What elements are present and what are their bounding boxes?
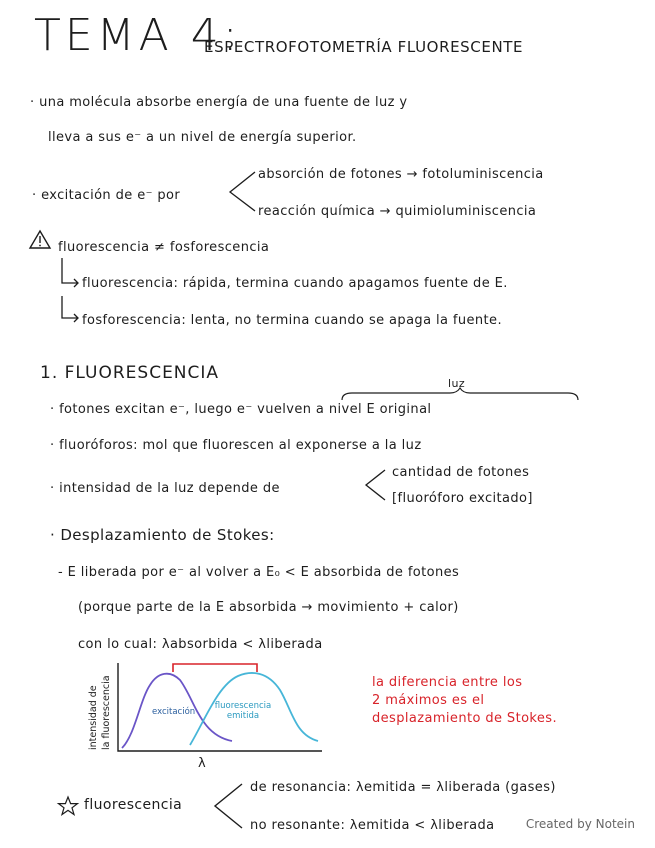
emission-curve-label-1: fluorescencia (214, 701, 272, 711)
excitation-curve-label: excitación (152, 707, 196, 717)
stokes-line-1: - E liberada por e⁻ al volver a E₀ < E absorbida de fotones (58, 565, 460, 580)
fluorescence-definition: fluorescencia: rápida, termina cuando apagamos fuente de E. (82, 276, 508, 291)
footer-branch-2: no resonante: λemitida < λliberada (250, 818, 495, 833)
intensity-branch-1: cantidad de fotones (392, 465, 530, 480)
graph-xlabel: λ (198, 756, 207, 771)
emission-curve (190, 673, 318, 745)
stokes-note-line-1: la diferencia entre los (372, 675, 523, 690)
graph-ylabel-1: intensidad de (88, 685, 99, 750)
stokes-line-2: (porque parte de la E absorbida → movimiento + calor) (78, 600, 459, 615)
excitation-branch-2: reacción química → quimioluminiscencia (258, 204, 537, 219)
section-1-heading: 1. FLUORESCENCIA (40, 363, 220, 383)
footer-brace (215, 784, 242, 828)
luz-annotation: luz (448, 377, 466, 390)
fluorophores-line: · fluoróforos: mol que fluorescen al exponerse a la luz (50, 438, 422, 453)
stokes-line-3: con lo cual: λabsorbida < λliberada (78, 637, 323, 652)
stokes-heading: · Desplazamiento de Stokes: (50, 526, 275, 544)
intensity-brace (366, 470, 385, 500)
photons-line: · fotones excitan e⁻, luego e⁻ vuelven a nivel E original (50, 402, 432, 417)
intro-line-1: · una molécula absorbe energía de una fuente de luz y (30, 95, 408, 110)
warning-icon (30, 231, 50, 248)
excitation-curve (122, 674, 232, 748)
footer-branch-1: de resonancia: λemitida = λliberada (gases) (250, 780, 556, 795)
hook-arrow-icon-1 (62, 258, 78, 287)
excitation-branch-1: absorción de fotones → fotoluminiscencia (258, 167, 544, 182)
emission-curve-label-2: emitida (226, 711, 260, 721)
footer-heading: fluorescencia (84, 797, 183, 813)
intensity-branch-2: [fluoróforo excitado] (392, 491, 533, 506)
stokes-bracket (173, 664, 257, 672)
star-icon (59, 797, 78, 815)
hook-arrow-icon-2 (62, 296, 78, 322)
luz-overbrace (342, 388, 578, 400)
intensity-label: · intensidad de la luz depende de (50, 481, 280, 496)
phosphorescence-definition: fosforescencia: lenta, no termina cuando se apaga la fuente. (82, 313, 502, 328)
page-title: TEMA 4: (34, 10, 242, 61)
graph-ylabel-2: la fluorescencia (101, 675, 112, 750)
stokes-note-line-2: 2 máximos es el (372, 693, 485, 708)
excitation-brace (230, 172, 255, 211)
warning-heading: fluorescencia ≠ fosforescencia (58, 240, 270, 255)
excitation-label: · excitación de e⁻ por (32, 188, 181, 203)
page-subtitle: ESPECTROFOTOMETRÍA FLUORESCENTE (204, 38, 524, 56)
watermark: Created by Notein (525, 817, 635, 831)
intro-line-2: lleva a sus e⁻ a un nivel de energía superior. (48, 130, 357, 145)
stokes-note-line-3: desplazamiento de Stokes. (372, 711, 557, 726)
